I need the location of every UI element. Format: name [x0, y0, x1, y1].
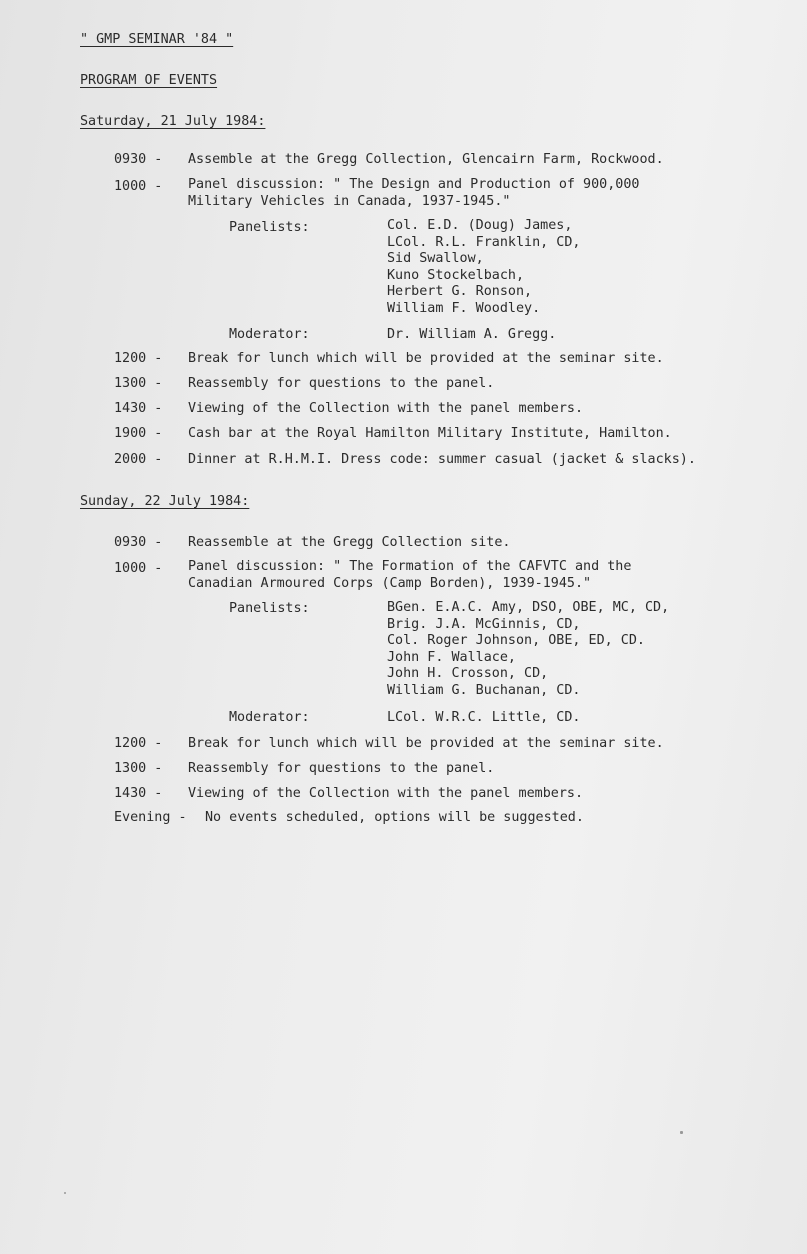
sat-time-1430: 1430 - — [114, 401, 163, 416]
sat-event-1200: Break for lunch which will be provided at the seminar site. — [188, 351, 664, 366]
panelist: Sid Swallow, — [387, 251, 484, 266]
sat-time-1200: 1200 - — [114, 351, 163, 366]
sat-event-0930: Assemble at the Gregg Collection, Glencairn Farm, Rockwood. — [188, 152, 664, 167]
sun-time-evening: Evening - — [114, 810, 187, 825]
sunday-heading: Sunday, 22 July 1984: — [80, 494, 250, 509]
sun-panelists-list — [387, 600, 669, 699]
sat-panelists-label: Panelists: — [229, 220, 310, 235]
sat-time-2000: 2000 - — [114, 452, 163, 467]
panelist: Brig. J.A. McGinnis, CD, — [387, 616, 581, 632]
program-heading: PROGRAM OF EVENTS — [80, 73, 218, 88]
sat-event-1430: Viewing of the Collection with the panel members. — [188, 401, 584, 416]
sat-panelists-list — [387, 218, 580, 317]
sun-event-1200: Break for lunch which will be provided at the seminar site. — [188, 736, 664, 751]
panelist: LCol. R.L. Franklin, CD, — [387, 234, 581, 250]
sat-event-1900: Cash bar at the Royal Hamilton Military Institute, Hamilton. — [188, 426, 672, 441]
sun-moderator-label: Moderator: — [229, 710, 310, 725]
sun-event-1000: Panel discussion: " The Formation of the CAFVTC and the Canadian Armoured Corps (Camp Borden), 1939-1945." — [188, 559, 632, 591]
panelist: BGen. E.A.C. Amy, DSO, OBE, MC, CD, — [387, 600, 670, 615]
sun-panelists-label: Panelists: — [229, 601, 310, 616]
sun-time-1000: 1000 - — [114, 561, 163, 576]
sun-event-evening: No events scheduled, options will be suggested. — [205, 810, 584, 825]
saturday-heading: Saturday, 21 July 1984: — [80, 114, 266, 129]
panelist: John F. Wallace, — [387, 649, 516, 665]
panelist: Kuno Stockelbach, — [387, 267, 525, 283]
sat-time-1000: 1000 - — [114, 179, 163, 194]
panelist: William G. Buchanan, CD. — [387, 682, 581, 698]
sat-moderator-name: Dr. William A. Gregg. — [387, 327, 557, 342]
scan-speck — [64, 1192, 66, 1194]
sun-event-1300: Reassembly for questions to the panel. — [188, 761, 495, 776]
sat-moderator-label: Moderator: — [229, 327, 310, 342]
sat-time-0930: 0930 - — [114, 152, 163, 167]
sat-time-1900: 1900 - — [114, 426, 163, 441]
sat-event-2000: Dinner at R.H.M.I. Dress code: summer casual (jacket & slacks). — [188, 452, 696, 467]
sun-time-1300: 1300 - — [114, 761, 163, 776]
sat-event-1000: Panel discussion: " The Design and Production of 900,000 Military Vehicles in Canada, 1937-1945." — [188, 177, 640, 209]
panelist: Herbert G. Ronson, — [387, 284, 533, 299]
panelist: John H. Crosson, CD, — [387, 666, 549, 681]
panelist: Col. E.D. (Doug) James, — [387, 218, 573, 233]
sat-event-1300: Reassembly for questions to the panel. — [188, 376, 495, 391]
document-title: " GMP SEMINAR '84 " — [80, 32, 234, 47]
sun-time-1430: 1430 - — [114, 786, 163, 801]
sun-event-1430: Viewing of the Collection with the panel members. — [188, 786, 584, 801]
sat-time-1300: 1300 - — [114, 376, 163, 391]
sun-moderator-name: LCol. W.R.C. Little, CD. — [387, 710, 581, 725]
sun-event-0930: Reassemble at the Gregg Collection site. — [188, 535, 511, 550]
panelist: William F. Woodley. — [387, 300, 541, 316]
sun-time-0930: 0930 - — [114, 535, 163, 550]
scan-speck — [680, 1131, 683, 1134]
sun-time-1200: 1200 - — [114, 736, 163, 751]
panelist: Col. Roger Johnson, OBE, ED, CD. — [387, 633, 645, 648]
